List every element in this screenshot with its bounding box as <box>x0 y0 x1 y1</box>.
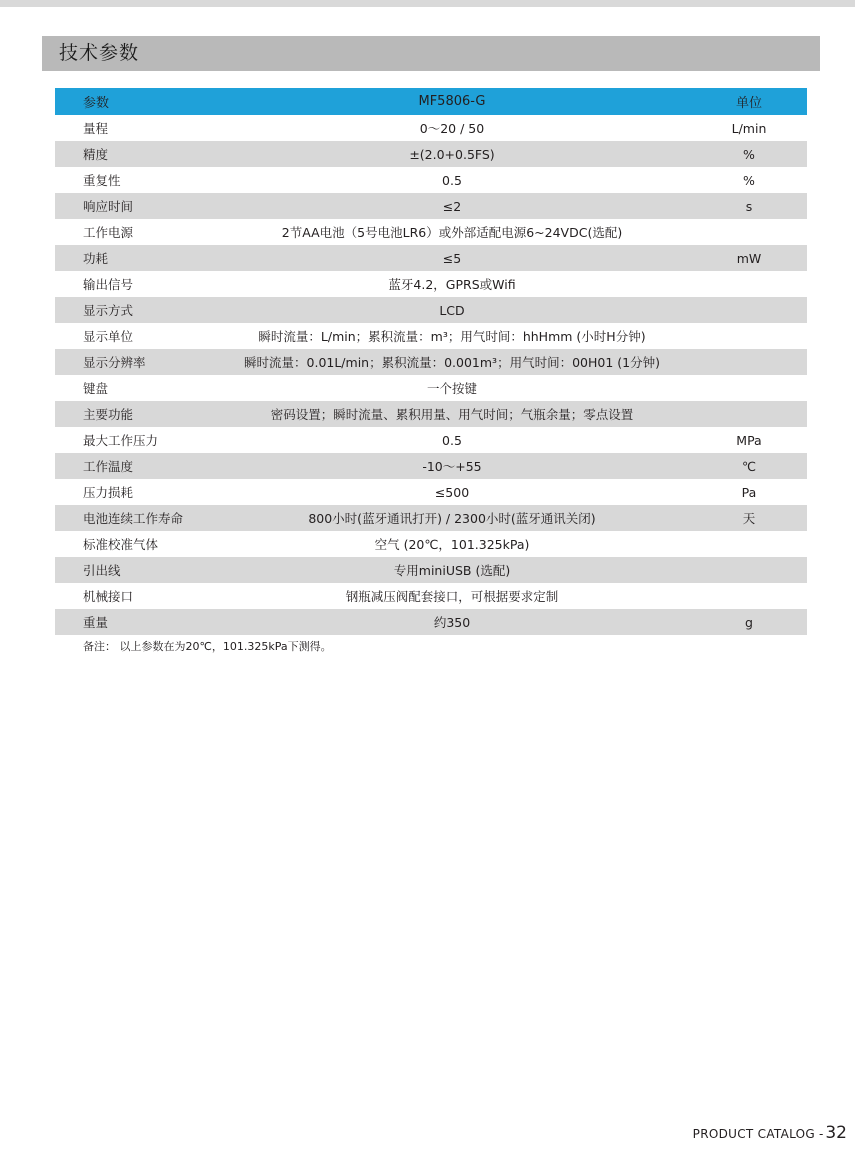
row-unit <box>691 271 807 297</box>
table-row <box>55 609 807 635</box>
table-row <box>55 453 807 479</box>
row-value: ≤500 <box>434 484 470 500</box>
header-unit: 单位 <box>735 96 762 111</box>
table-row <box>55 245 807 271</box>
table-row <box>55 349 807 375</box>
row-value: -10〜+55 <box>422 459 482 474</box>
table-row <box>55 479 807 505</box>
row-unit <box>691 297 807 323</box>
row-unit: % <box>743 146 755 162</box>
table-row <box>55 531 807 557</box>
row-parameter: 显示方式 <box>83 303 134 318</box>
row-unit: s <box>745 198 753 214</box>
row-unit: g <box>745 614 753 630</box>
table-row <box>55 323 807 349</box>
row-value: 一个按键 <box>426 381 477 396</box>
row-parameter: 机械接口 <box>83 589 134 604</box>
row-parameter: 工作电源 <box>83 225 134 240</box>
row-value: 蓝牙4.2，GPRS或Wifi <box>388 277 516 292</box>
table-row <box>55 219 807 245</box>
row-unit: % <box>743 172 755 188</box>
row-parameter: 压力损耗 <box>83 485 134 500</box>
row-parameter: 显示单位 <box>83 329 134 344</box>
row-unit: ℃ <box>741 458 757 474</box>
table-row <box>55 583 807 609</box>
row-unit <box>691 531 807 557</box>
top-decorative-strip <box>0 0 855 7</box>
row-parameter: 重复性 <box>83 173 121 188</box>
row-value: ±(2.0+0.5FS) <box>409 146 495 162</box>
spec-table <box>55 88 807 635</box>
table-row <box>55 427 807 453</box>
row-value: 800小时(蓝牙通讯打开) / 2300小时(蓝牙通讯关闭) <box>308 511 596 526</box>
table-row <box>55 375 807 401</box>
page-number: 32 <box>825 1123 847 1143</box>
row-value: 专用miniUSB (选配) <box>393 563 511 578</box>
row-parameter: 标准校准气体 <box>83 537 159 552</box>
table-row <box>55 401 807 427</box>
row-unit: Pa <box>741 484 757 500</box>
row-value: 密码设置；瞬时流量、累积用量、用气时间；气瓶余量；零点设置 <box>270 407 634 422</box>
table-row <box>55 193 807 219</box>
row-parameter: 引出线 <box>83 563 121 578</box>
row-parameter: 显示分辨率 <box>83 355 146 370</box>
footnote: 备注： 以上参数在为20℃，101.325kPa下测得。 <box>83 640 332 653</box>
table-row <box>55 505 807 531</box>
table-row <box>55 115 807 141</box>
row-parameter: 响应时间 <box>83 199 134 214</box>
row-value: 钢瓶减压阀配套接口，可根据要求定制 <box>345 589 559 604</box>
row-unit: 天 <box>742 511 756 526</box>
row-value: LCD <box>439 302 465 318</box>
footer-separator: - <box>819 1127 824 1141</box>
row-unit <box>691 375 807 401</box>
row-parameter: 精度 <box>83 147 109 162</box>
row-unit <box>691 557 807 583</box>
row-parameter: 重量 <box>83 615 109 630</box>
row-parameter: 最大工作压力 <box>83 433 159 448</box>
row-unit <box>691 219 807 245</box>
row-value: 2节AA电池（5号电池LR6）或外部适配电源6~24VDC(选配) <box>281 225 623 240</box>
header-model: MF5806-G <box>418 94 486 109</box>
row-value: 0.5 <box>442 432 462 448</box>
row-unit: mW <box>736 250 762 266</box>
row-parameter: 工作温度 <box>83 459 134 474</box>
row-parameter: 电池连续工作寿命 <box>83 511 184 526</box>
page-footer <box>693 1123 847 1143</box>
table-row <box>55 141 807 167</box>
row-value: 约350 <box>433 615 471 630</box>
row-value: ≤2 <box>442 198 462 214</box>
section-title: 技术参数 <box>59 42 140 64</box>
row-parameter: 输出信号 <box>83 277 134 292</box>
catalog-label: PRODUCT CATALOG <box>692 1127 816 1141</box>
table-row <box>55 297 807 323</box>
row-unit <box>691 323 807 349</box>
row-value: 瞬时流量：L/min；累积流量：m³；用气时间：hhHmm (小时H分钟) <box>258 329 646 344</box>
table-row <box>55 167 807 193</box>
table-row <box>55 271 807 297</box>
row-unit <box>691 583 807 609</box>
row-unit <box>691 401 807 427</box>
row-parameter: 功耗 <box>83 251 109 266</box>
row-value: 空气 (20℃，101.325kPa) <box>374 537 530 552</box>
row-unit: L/min <box>731 120 767 136</box>
header-parameter: 参数 <box>83 96 110 111</box>
table-row <box>55 557 807 583</box>
row-value: ≤5 <box>442 250 462 266</box>
row-value: 瞬时流量：0.01L/min；累积流量：0.001m³；用气时间：00H01 (1分钟) <box>244 355 660 370</box>
row-value: 0.5 <box>442 172 462 188</box>
row-parameter: 量程 <box>83 121 109 136</box>
row-unit: MPa <box>736 432 762 448</box>
section-header-bar <box>42 36 820 71</box>
row-parameter: 主要功能 <box>83 407 134 422</box>
row-unit <box>691 349 807 375</box>
row-parameter: 键盘 <box>83 381 109 396</box>
spec-table-header-row <box>55 88 807 115</box>
row-value: 0〜20 / 50 <box>419 121 485 136</box>
